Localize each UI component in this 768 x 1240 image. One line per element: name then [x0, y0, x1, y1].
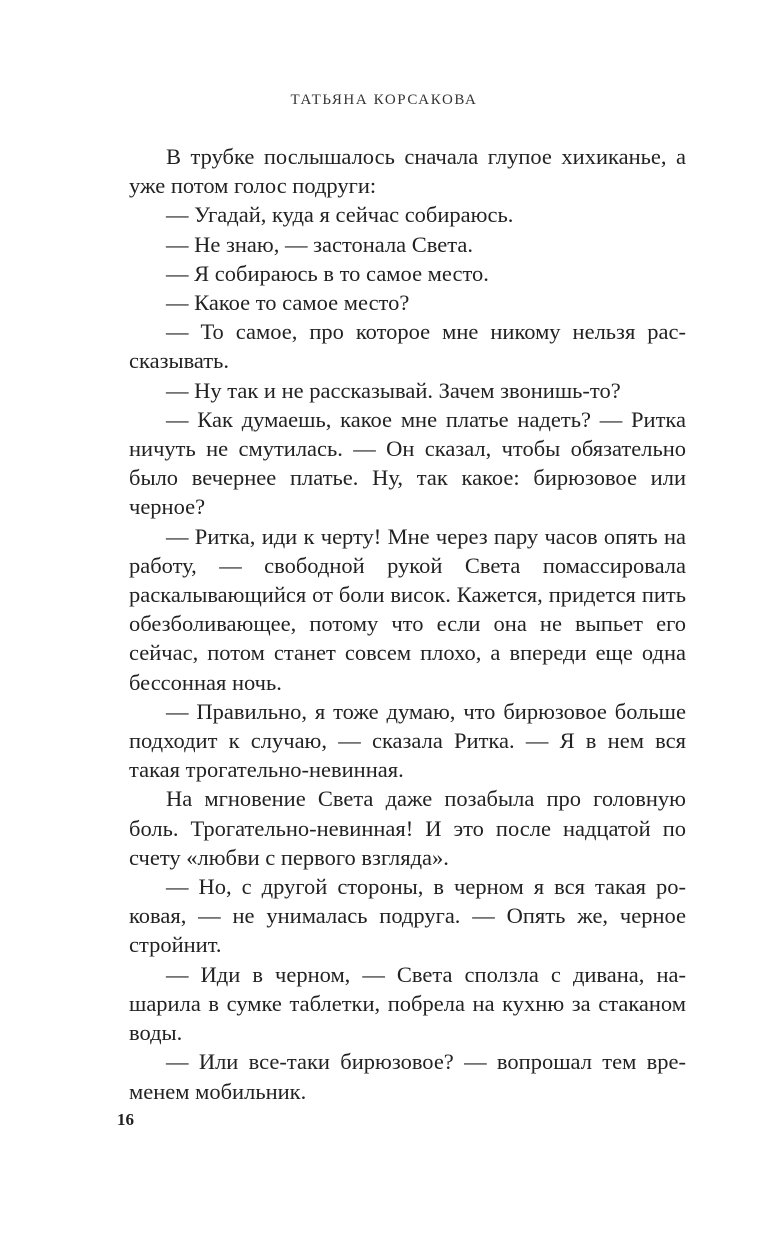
running-head: ТАТЬЯНА КОРСАКОВА: [290, 92, 478, 108]
paragraph: — Или все-таки бирюзовое? — вопрошал тем временем мобильник.: [129, 1049, 686, 1104]
paragraph: В трубке послышалось сначала глупое хихиканье, а уже потом голос подруги:: [129, 144, 686, 199]
paragraph: — Иди в черном, — Света сползла с дивана, нашарила в сумке таблетки, побрела на кухню за стаканом воды.: [129, 961, 686, 1046]
paragraph: — Ну так и не рассказывай. Зачем звонишь-то?: [166, 377, 621, 403]
paragraph: — Как думаешь, какое мне платье надеть? — Ритка ничуть не смутилась. — Он сказал, чтобы обязательно было вечернее платье. Ну, так какое: бирюзовое или черное?: [129, 406, 686, 520]
paragraph: — Ритка, иди к черту! Мне через пару часов опять на работу, — свободной рукой Света помассировала раскалывающийся от боли висок. Кажется, придется пить обезболивающее, потому что если она не выпьет его сейчас, потом станет совсем плохо, а впереди еще одна бессонная ночь.: [129, 523, 686, 695]
page-number: 16: [117, 1110, 134, 1129]
paragraph: — Не знаю, — застонала Света.: [166, 231, 474, 257]
paragraph: На мгновение Света даже позабыла про головную боль. Трогательно-невинная! И это после надцатой по счету «любви с первого взгляда».: [129, 786, 686, 870]
paragraph: — Какое то самое место?: [166, 290, 410, 316]
paragraph: — Правильно, я тоже думаю, что бирюзовое больше подходит к случаю, — сказала Ритка. — Я в нем вся такая трогательно-невинная.: [129, 698, 686, 783]
paragraph: — Я собираюсь в то самое место.: [166, 260, 489, 286]
paragraph: — То самое, про которое мне никому нельзя рассказывать.: [129, 319, 686, 374]
paragraph: — Но, с другой стороны, в черном я вся такая роковая, — не унималась подруга. — Опять же, черное стройнит.: [129, 874, 686, 958]
paragraph: — Угадай, куда я сейчас собираюсь.: [166, 202, 514, 228]
body-text: [129, 142, 686, 1106]
